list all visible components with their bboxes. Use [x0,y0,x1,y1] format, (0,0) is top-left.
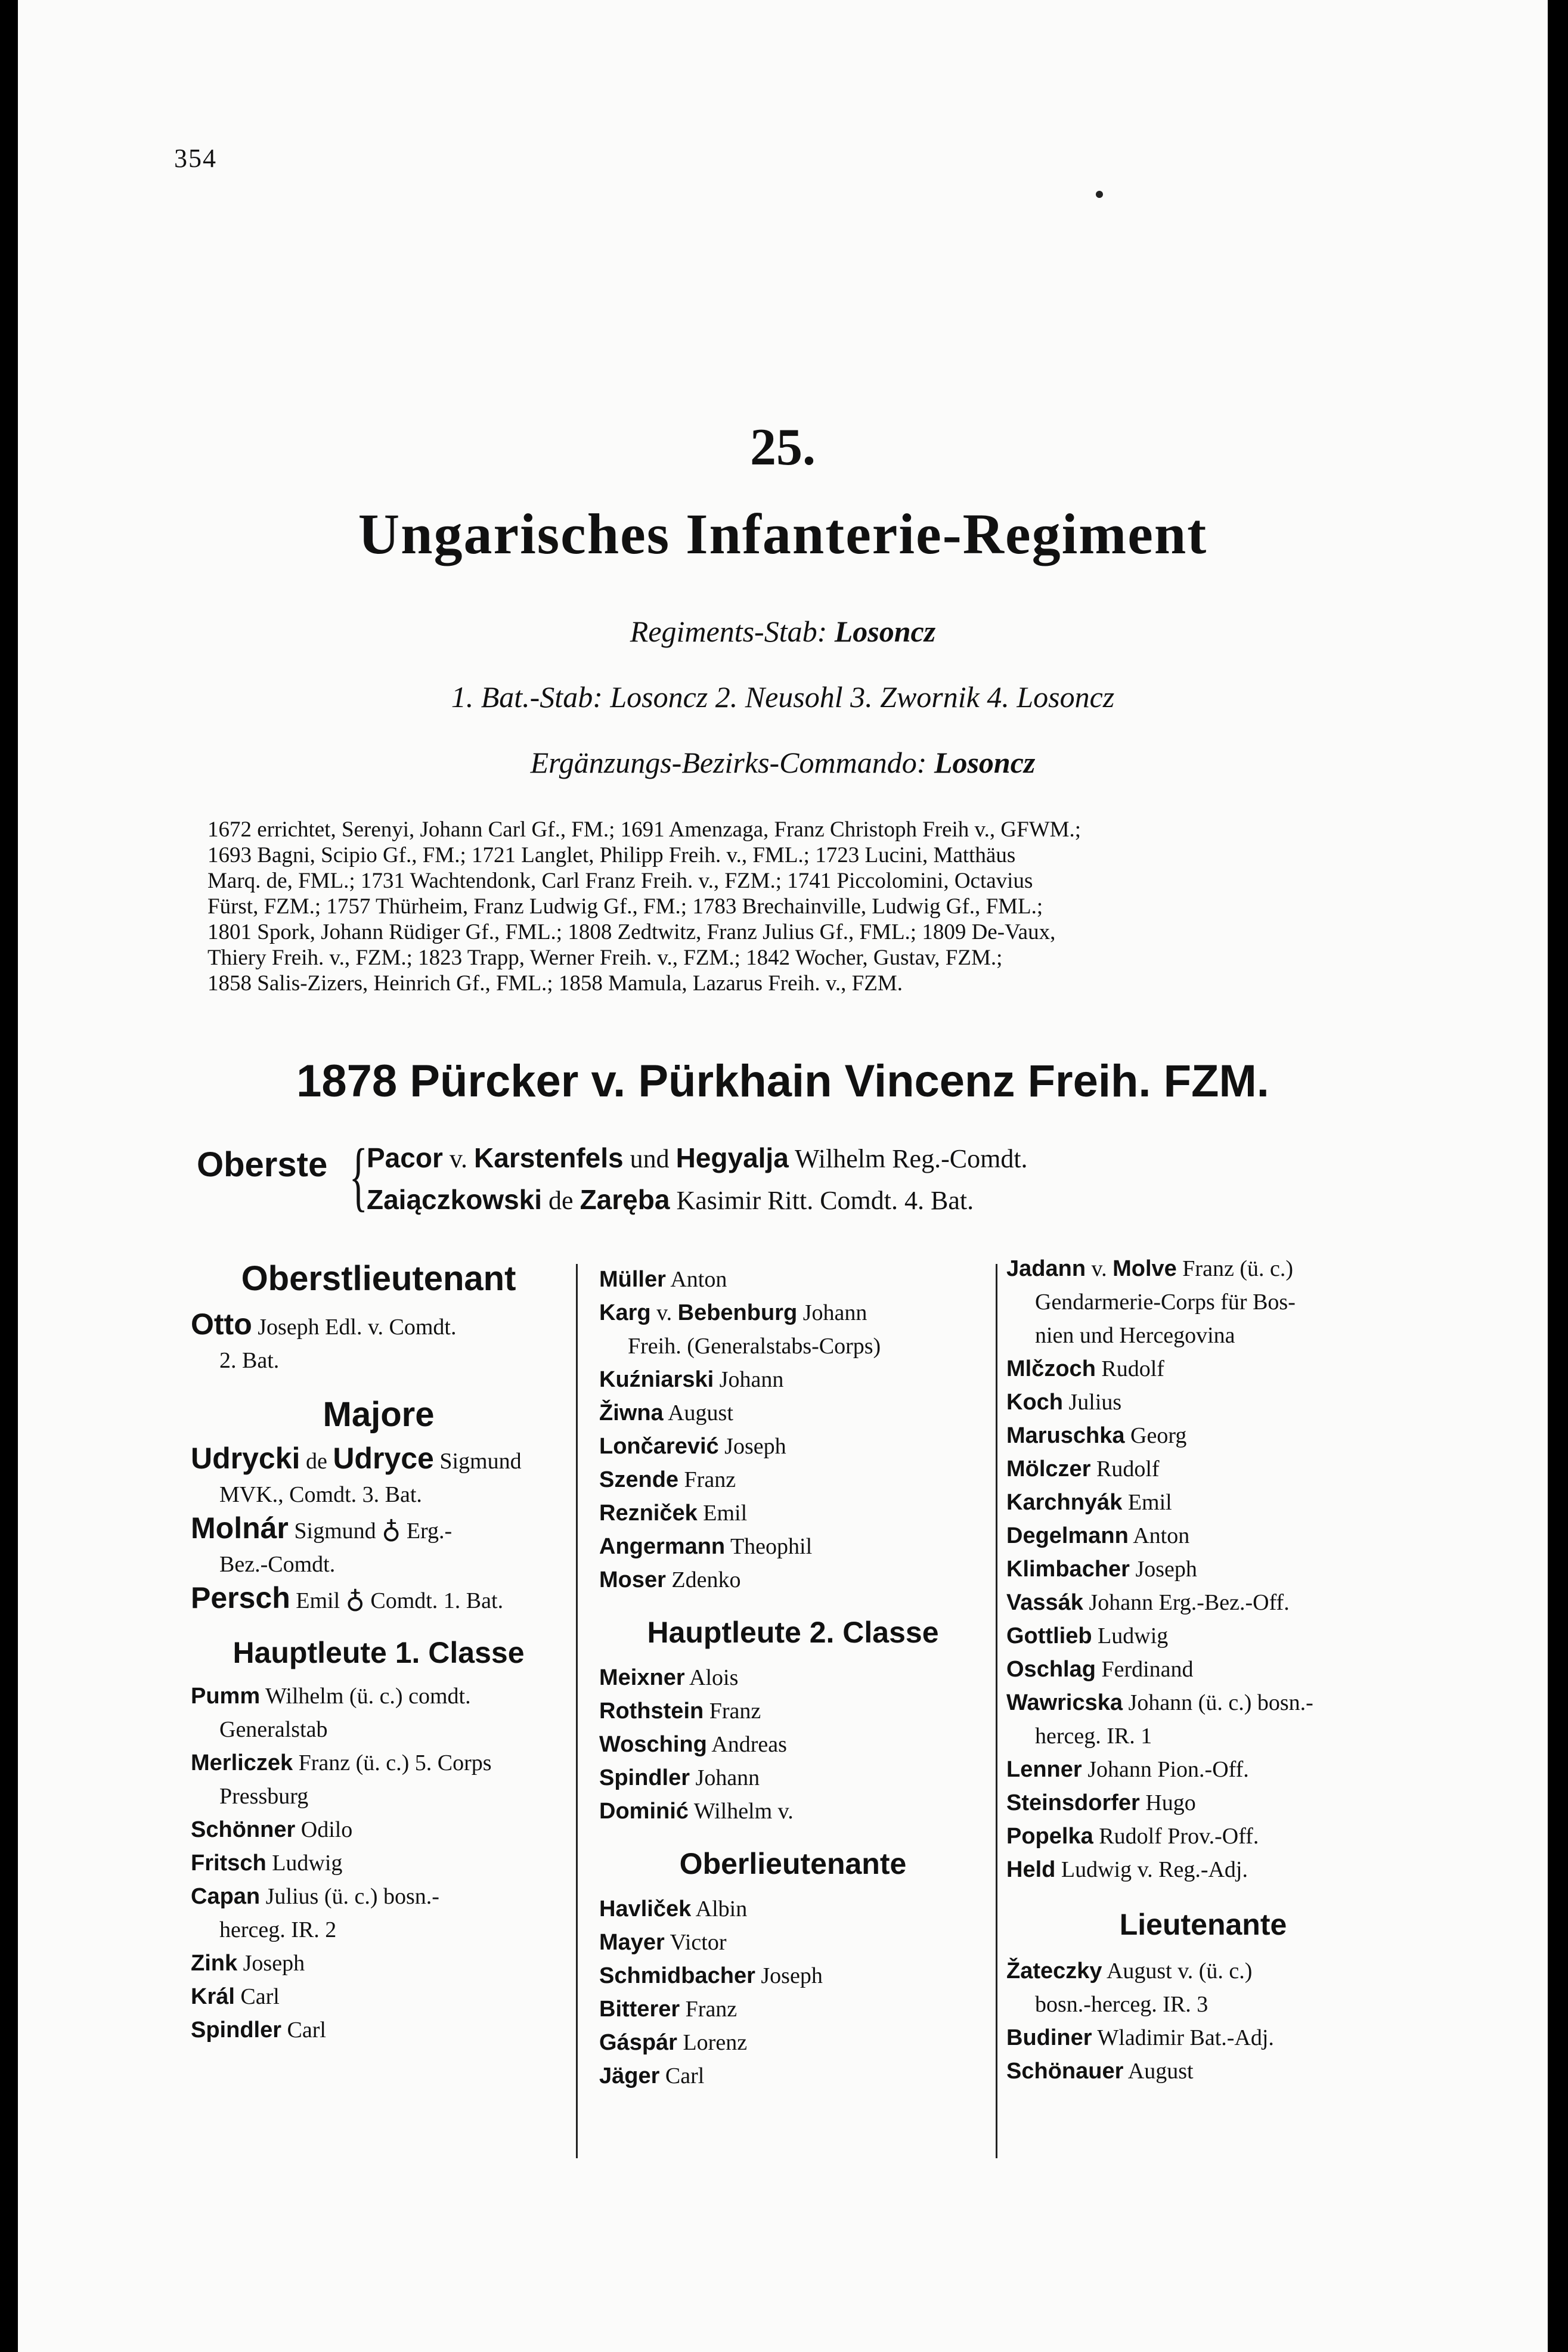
list-item: Žiwna August [599,1400,733,1426]
list-item: herceg. IR. 1 [1035,1724,1152,1749]
list-item: nien und Hercegovina [1035,1323,1235,1348]
list-item: Moser Zdenko [599,1567,741,1592]
list-item: herceg. IR. 2 [219,1917,337,1942]
oberstlieutenant-header: Oberstlieutenant [241,1259,516,1298]
erg-place: Losoncz [934,746,1036,779]
list-item: Zink Joseph [191,1951,305,1976]
regiment-chief: 1878 Pürcker v. Pürkhain Vincenz Freih. FZM. [296,1056,1269,1107]
list-item: Szende Franz [599,1467,736,1492]
list-item: Karg v. Bebenburg Johann [599,1300,867,1325]
history-paragraph [207,817,1407,996]
list-item: Schmidbacher Joseph [599,1963,823,1988]
battalion-staffs: 1. Bat.-Stab: Losoncz 2. Neusohl 3. Zwornik 4. Losoncz [451,680,1115,714]
erganzung-command [18,745,1548,780]
list-item: Udrycki de Udryce Sigmund [191,1442,522,1475]
list-item: Jadann v. Molve Franz (ü. c.) [1006,1256,1293,1281]
list-item: Mayer Victor [599,1930,727,1955]
ink-speck [1096,191,1103,198]
list-item: Wawricska Johann (ü. c.) bosn.- [1006,1690,1313,1715]
list-item: Gáspár Lorenz [599,2030,748,2055]
list-item: Koch Julius [1006,1390,1122,1415]
list-item: Žateczky August v. (ü. c.) [1006,1959,1253,1984]
list-item: Mlčzoch Rudolf [1006,1356,1164,1381]
list-item: Steinsdorfer Hugo [1006,1790,1196,1815]
list-item: Rezniček Emil [599,1501,748,1526]
staff-place: Losoncz [834,615,936,648]
history-line: 1801 Spork, Johann Rüdiger Gf., FML.; 1808 Zedtwitz, Franz Julius Gf., FML.; 1809 De-Vaux, [207,920,1056,944]
list-item: Capan Julius (ü. c.) bosn.- [191,1884,439,1909]
list-item: Angermann Theophil [599,1534,813,1559]
majore-header: Majore [323,1395,435,1434]
list-item: Degelmann Anton [1006,1523,1190,1548]
list-item: Havliček Albin [599,1897,748,1922]
hauptleute-1-header: Hauptleute 1. Classe [233,1636,525,1669]
list-item: Oschlag Ferdinand [1006,1657,1194,1682]
list-item: Generalstab [219,1717,328,1742]
regiment-number: 25. [750,419,816,476]
history-line: 1858 Salis-Zizers, Heinrich Gf., FML.; 1858 Mamula, Lazarus Freih. v., FZM. [207,971,903,996]
list-item: Bez.-Comdt. [219,1552,336,1577]
history-line: Fürst, FZM.; 1757 Thürheim, Franz Ludwig Gf., FM.; 1783 Brechainville, Ludwig Gf., FML.; [207,894,1043,919]
list-item: 2. Bat. [219,1348,280,1373]
list-item: bosn.-herceg. IR. 3 [1035,1992,1208,2017]
column-rule [996,1264,997,2158]
list-item: Merliczek Franz (ü. c.) 5. Corps [191,1750,492,1775]
list-item: Freih. (Generalstabs-Corps) [628,1334,881,1359]
brace-glyph: { [349,1133,368,1219]
page-number: 354 [174,144,217,173]
oberlieutenante-list [599,1892,987,2093]
list-item: Mölczer Rudolf [1006,1457,1160,1482]
list-item: Lenner Johann Pion.-Off. [1006,1757,1249,1782]
column-1 [191,1255,566,2047]
history-line: Marq. de, FML.; 1731 Wachtendonk, Carl Franz Freih. v., FZM.; 1741 Piccolomini, Octavius [207,869,1033,893]
list-item: Gottlieb Ludwig [1006,1623,1169,1648]
list-item: Müller Anton [599,1267,727,1292]
list-item: Lončarević Joseph [599,1434,786,1459]
hauptleute-1-list [191,1679,566,2047]
hauptleute-1-continued [599,1263,987,1597]
hauptleute-2-list [599,1661,987,1828]
list-item: Fritsch Ludwig [191,1851,343,1876]
regiment-title: Ungarisches Infanterie-Regiment [358,502,1208,566]
list-item: Kuźniarski Johann [599,1367,784,1392]
lieutenante-list [1006,1954,1400,2088]
list-item: Spindler Carl [191,2018,326,2043]
list-item: Wosching Andreas [599,1732,787,1757]
history-line: 1693 Bagni, Scipio Gf., FM.; 1721 Langlet, Philipp Freih. v., FML.; 1723 Lucini, Matthäus [207,843,1016,867]
merit-cross-icon: ♁ [345,1585,365,1614]
merit-cross-icon: ♁ [382,1515,401,1544]
list-item: Popelka Rudolf Prov.-Off. [1006,1824,1259,1849]
list-item: Meixner Alois [599,1665,739,1690]
hauptleute-2-header: Hauptleute 2. Classe [647,1616,939,1649]
list-item: Molnár Sigmund ♁ Erg.- [191,1511,453,1545]
list-item: Pumm Wilhelm (ü. c.) comdt. [191,1684,471,1709]
list-item: Jäger Carl [599,2063,705,2088]
oberlieutenante-header: Oberlieutenante [679,1847,907,1880]
lieutenante-header: Lieutenante [1119,1908,1287,1941]
list-item: Karchnyák Emil [1006,1490,1172,1515]
list-item: Schönauer August [1006,2059,1194,2084]
list-item: Rothstein Franz [599,1699,761,1724]
list-item: Schönner Odilo [191,1817,353,1842]
oberlieutenante-continued [1006,1252,1400,1886]
column-2 [599,1263,987,2093]
list-item: Persch Emil ♁ Comdt. 1. Bat. [191,1581,504,1615]
regiment-staff [18,614,1548,649]
list-item: Dominić Wilhelm v. [599,1799,794,1824]
list-item: Maruschka Georg [1006,1423,1187,1448]
oberst-entry: Pacor v. Karstenfels und Hegyalja Wilhelm Reg.-Comdt. [367,1142,1028,1173]
history-line: Thiery Freih. v., FZM.; 1823 Trapp, Werner Freih. v., FZM.; 1842 Wocher, Gustav, FZM.; [207,946,1003,970]
column-3 [1006,1252,1400,2088]
list-item: Held Ludwig v. Reg.-Adj. [1006,1857,1248,1882]
list-item: Bitterer Franz [599,1997,737,2022]
list-item: Otto Joseph Edl. v. Comdt. [191,1307,457,1341]
list-item: Pressburg [219,1784,309,1809]
list-item: Budiner Wladimir Bat.-Adj. [1006,2025,1274,2050]
list-item: Gendarmerie-Corps für Bos- [1035,1290,1296,1315]
oberste-label: Oberste [197,1145,328,1184]
history-line: 1672 errichtet, Serenyi, Johann Carl Gf., FM.; 1691 Amenzaga, Franz Christoph Freih v., GFWM.; [207,817,1082,842]
list-item: Král Carl [191,1984,280,2009]
list-item: MVK., Comdt. 3. Bat. [219,1482,422,1507]
staff-label: Regiments-Stab: [630,615,828,648]
column-rule [576,1264,578,2158]
document-page [18,0,1548,2352]
list-item: Spindler Johann [599,1765,760,1790]
list-item: Vassák Johann Erg.-Bez.-Off. [1006,1590,1290,1615]
list-item: Klimbacher Joseph [1006,1557,1197,1582]
oberst-entry: Zaiączkowski de Zaręba Kasimir Ritt. Comdt. 4. Bat. [367,1184,974,1215]
erg-label: Ergänzungs-Bezirks-Commando: [530,746,927,779]
